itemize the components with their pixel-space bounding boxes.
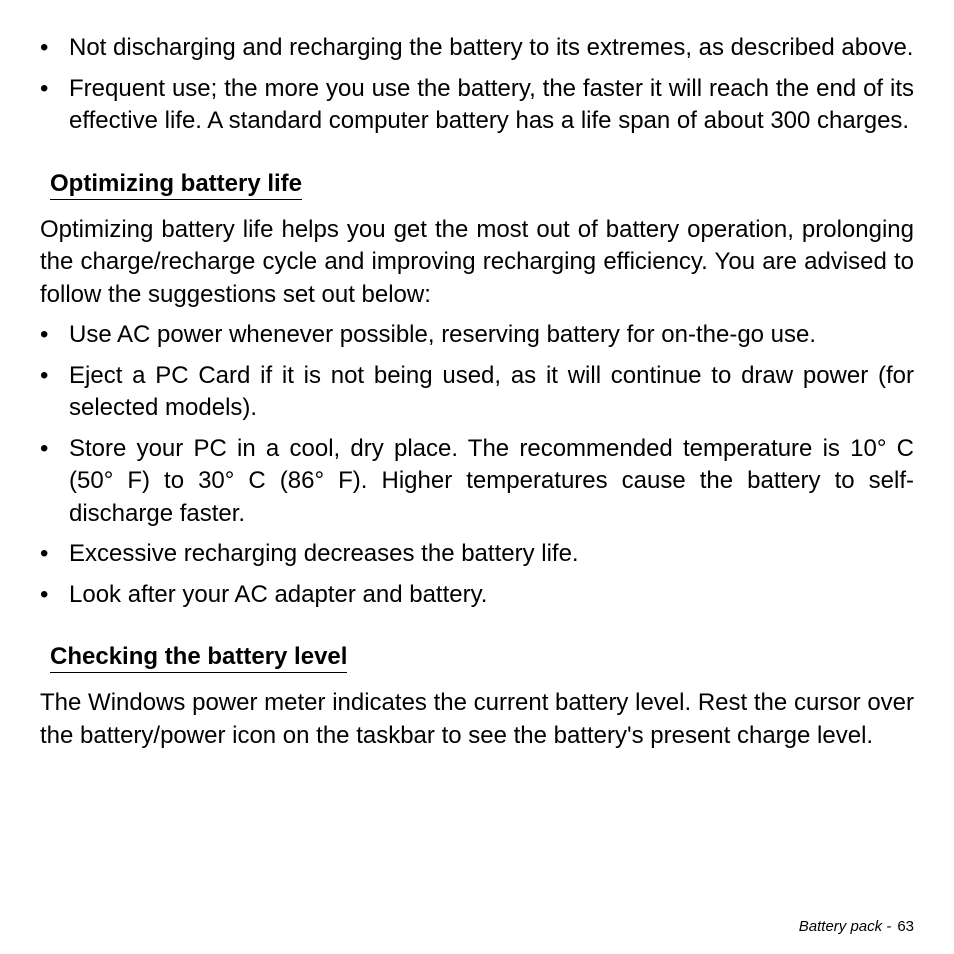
optimizing-paragraph: Optimizing battery life helps you get the most out of battery operation, prolonging the charge/recharge cycle and improving recharging efficiency. You are advised to follow the suggestions set out below: — [40, 215, 914, 308]
bullet-marker: • — [40, 434, 49, 462]
list-item-text: Use AC power whenever possible, reserving battery for on-the-go use. — [69, 321, 817, 348]
bullet-marker: • — [40, 74, 49, 102]
list-item-text: Not discharging and recharging the battery to its extremes, as described above. — [69, 34, 914, 61]
heading-checking-battery-level: Checking the battery level — [50, 643, 347, 673]
bullet-marker: • — [40, 34, 49, 61]
heading-optimizing-battery-life: Optimizing battery life — [50, 170, 302, 200]
bullet-marker: • — [40, 580, 49, 608]
footer-section-title: Battery pack - — [798, 918, 892, 935]
intro-bullet-list — [40, 32, 914, 138]
page-footer — [799, 918, 914, 936]
document-page — [40, 32, 914, 760]
list-item — [40, 538, 914, 571]
optimizing-bullet-list — [40, 319, 914, 611]
list-item — [40, 579, 914, 612]
list-item — [40, 360, 914, 425]
bullet-marker: • — [40, 321, 49, 348]
checking-paragraph: The Windows power meter indicates the current battery level. Rest the cursor over the battery/power icon on the taskbar to see the battery's present charge level. — [40, 689, 914, 749]
list-item — [40, 319, 914, 352]
list-item-text: Store your PC in a cool, dry place. The recommended temperature is 10° C (50° F) to 30° C (86° F). Higher temperatures cause the battery to self-discharge faster. — [69, 434, 914, 527]
bullet-marker: • — [40, 540, 49, 567]
list-item — [40, 32, 914, 65]
list-item-text: Frequent use; the more you use the battery, the faster it will reach the end of its effective life. A standard computer battery has a life span of about 300 charges. — [69, 74, 914, 134]
list-item — [40, 433, 914, 531]
list-item-text: Eject a PC Card if it is not being used, as it will continue to draw power (for selected models). — [69, 361, 914, 421]
page-number: 63 — [897, 918, 914, 935]
list-item-text: Excessive recharging decreases the battery life. — [69, 540, 579, 567]
list-item — [40, 73, 914, 138]
bullet-marker: • — [40, 361, 49, 389]
list-item-text: Look after your AC adapter and battery. — [69, 580, 488, 608]
